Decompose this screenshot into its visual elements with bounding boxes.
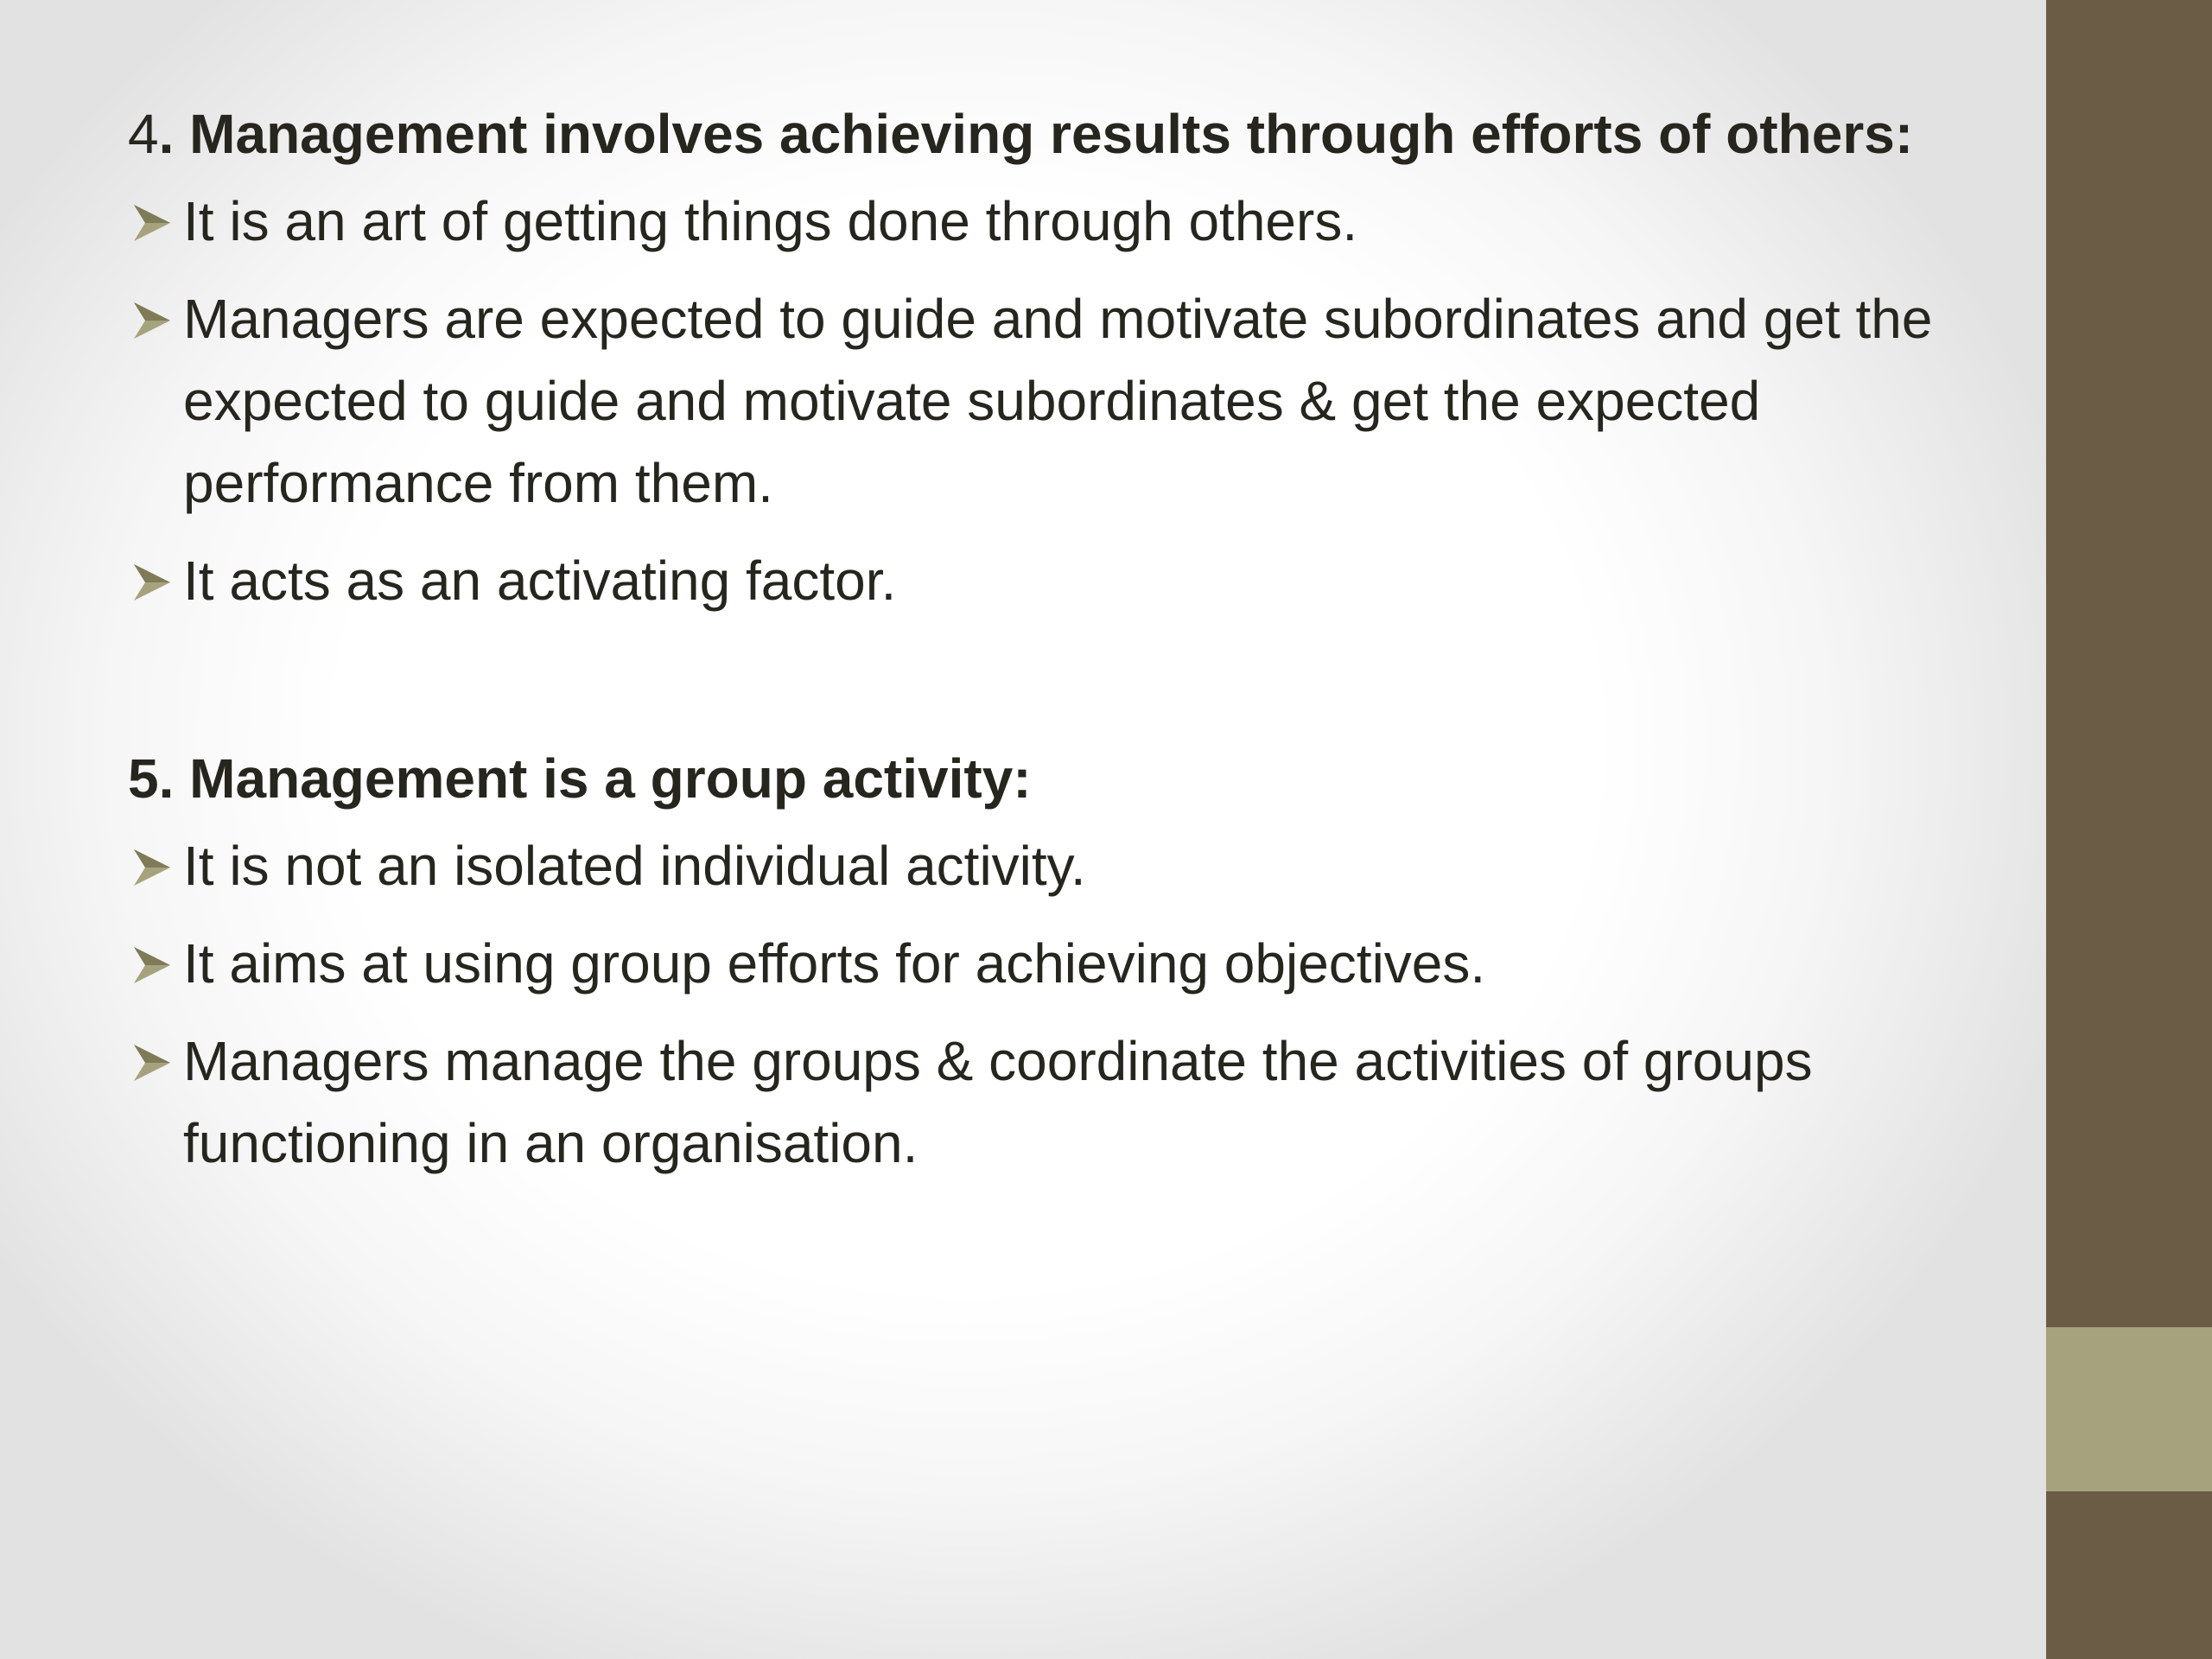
decorative-side-accent	[2046, 1327, 2212, 1491]
arrowhead-bullet-icon	[131, 300, 173, 341]
bullet-text: It acts as an activating factor.	[183, 550, 897, 612]
section-4-number: 4	[128, 103, 159, 165]
slide-content	[128, 93, 1960, 1200]
section-5-title: 5. Management is a group activity:	[128, 747, 1032, 810]
bullet-item	[128, 923, 1960, 1005]
bullet-text: It aims at using group efforts for achieving objectives.	[183, 932, 1486, 995]
bullet-text: Managers are expected to guide and motivate subordinates and get the expected to guide and motivate subordinates & get the expected performance from them.	[183, 288, 1933, 514]
bullet-item	[128, 278, 1960, 524]
section-5-bullet-list	[128, 825, 1960, 1185]
section-5-heading	[128, 738, 1960, 820]
arrowhead-bullet-icon	[131, 1042, 173, 1084]
arrowhead-bullet-icon	[131, 562, 173, 603]
arrowhead-bullet-icon	[131, 847, 173, 888]
arrowhead-bullet-icon	[131, 944, 173, 986]
bullet-text: Managers manage the groups & coordinate the activities of groups functioning in an organisation.	[183, 1030, 1813, 1174]
section-4-title: . Management involves achieving results through efforts of others:	[158, 103, 1914, 165]
bullet-item	[128, 181, 1960, 263]
bullet-item	[128, 540, 1960, 622]
section-4-heading	[128, 93, 1960, 175]
bullet-text: It is an art of getting things done through others.	[183, 190, 1358, 252]
section-4-bullet-list	[128, 181, 1960, 622]
bullet-item	[128, 825, 1960, 907]
arrowhead-bullet-icon	[131, 202, 173, 244]
bullet-text: It is not an isolated individual activity.	[183, 835, 1086, 897]
bullet-item	[128, 1020, 1960, 1185]
